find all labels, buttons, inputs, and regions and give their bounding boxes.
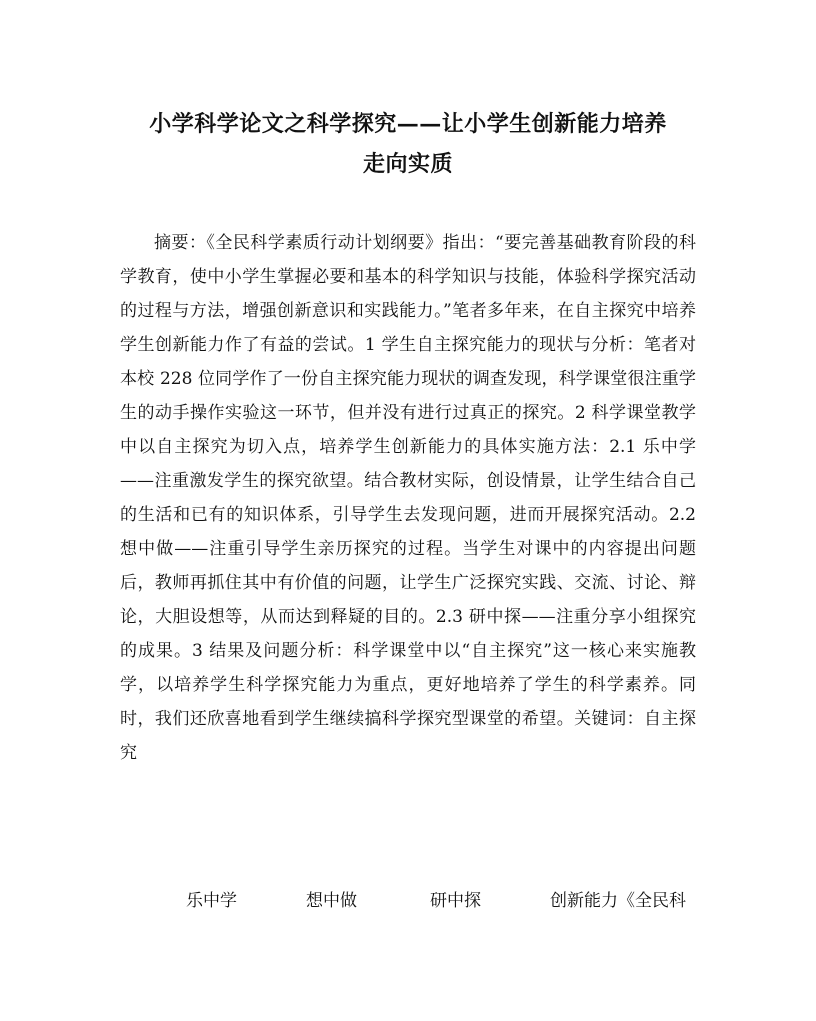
keyword-item: 研中探 — [430, 891, 481, 911]
abstract-paragraph: 摘要：《全民科学素质行动计划纲要》指出：“要完善基础教育阶段的科学教育，使中小学生掌握必要和基本的科学知识与技能，体验科学探究活动的过程与方法，增强创新意识和实践能力。”笔者多年来，在自主探究中培养学生创新能力作了有益的尝试。1 学生自主探究能力的现状与分析：笔者对本校 228 位同学作了一份自主探究能力现状的调查发现，科学课堂很注重学生的动手操作实验这一环节，但并没有进行过真正的探究。2 科学课堂教学中以自主探究为切入点，培养学生创新能力的具体实施方法：2.1 乐中学——注重激发学生的探究欲望。结合教材实际，创设情景，让学生结合自己的生活和已有的知识体系，引导学生去发现问题，进而开展探究活动。2.2 想中做——注重引导学生亲历探究的过程。当学生对课中的内容提出问题后，教师再抓住其中有价值的问题，让学生广泛探究实践、交流、讨论、辩论，大胆设想等，从而达到释疑的目的。2.3 研中探——注重分享小组探究的成果。3 结果及问题分析：科学课堂中以“自主探究”这一核心来实施教学，以培养学生科学探究能力为重点，更好地培养了学生的科学素养。同时，我们还欣喜地看到学生继续搞科学探究型课堂的希望。关键词：自主探究 — [120, 233, 696, 763]
keywords-line — [120, 884, 696, 918]
keyword-item: 乐中学 — [186, 891, 237, 911]
keyword-item: 想中做 — [306, 891, 357, 911]
keyword-item: 创新能力《全民科 — [550, 891, 686, 911]
document-title-line-2: 走向实质 — [362, 151, 453, 177]
document-title-line-1: 小学科学论文之科学探究——让小学生创新能力培养 — [149, 111, 667, 137]
